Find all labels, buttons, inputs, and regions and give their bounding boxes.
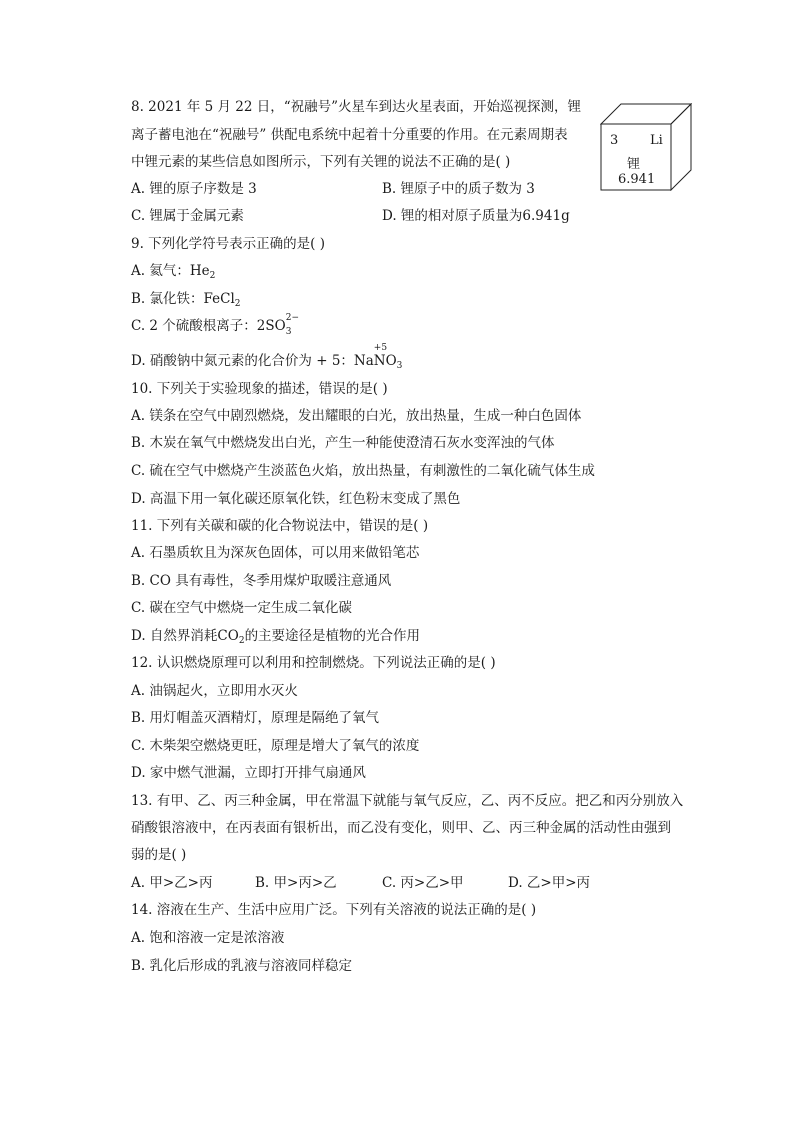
q13-stem-line1: 13. 有甲、乙、丙三种金属，甲在常温下就能与氧气反应，乙、丙不反应。把乙和丙分别放入 [131,793,684,809]
q12-option-b: B. 用灯帽盖灭酒精灯，原理是隔绝了氧气 [131,710,380,726]
q8-stem-line1: 8. 2021 年 5 月 22 日，“祝融号”火星车到达火星表面，开始巡视探测，锂 [131,99,582,115]
q11-option-b: B. CO 具有毒性，冬季用煤炉取暖注意通风 [131,573,392,589]
q10-option-b: B. 木炭在氧气中燃烧发出白光，产生一种能使澄清石灰水变浑浊的气体 [131,435,555,451]
q11-stem: 11. 下列有关碳和碳的化合物说法中，错误的是( ) [131,518,429,534]
q9-option-a-subscript: 2 [209,271,216,281]
q8-option-b: B. 锂原子中的质子数为 3 [382,181,535,197]
q12-stem: 12. 认识燃烧原理可以利用和控制燃烧。下列说法正确的是( ) [131,655,496,671]
element-name: 锂 [627,157,641,172]
q13-stem-line3: 弱的是( ) [131,847,187,863]
q11-option-c: C. 碳在空气中燃烧一定生成二氧化碳 [131,600,352,616]
q9-option-d-valence: +5 [373,343,388,353]
q8-option-d: D. 锂的相对原子质量为6.941g [382,208,570,224]
q9-option-c-text: C. 2 个硫酸根离子：2SO [131,318,286,334]
q12-option-a: A. 油锅起火，立即用水灭火 [131,683,298,699]
q11-option-d [131,627,420,650]
q9-option-a-text: A. 氦气：He [131,263,210,279]
q13-option-b: B. 甲>丙>乙 [255,875,337,891]
q10-option-d: D. 高温下用一氧化碳还原氧化铁，红色粉末变成了黑色 [131,491,461,507]
q8-option-a: A. 锂的原子序数是 3 [131,181,257,197]
q9-option-c-charge: 2− [285,313,299,323]
q12-option-d: D. 家中燃气泄漏，立即打开排气扇通风 [131,765,366,781]
q10-stem: 10. 下列关于实验现象的描述，错误的是( ) [131,381,388,397]
q11-option-a: A. 石墨质软且为深灰色固体，可以用来做铅笔芯 [131,545,420,561]
q9-stem: 9. 下列化学符号表示正确的是( ) [131,236,325,252]
q9-option-b-text: B. 氯化铁：FeCl [131,291,235,307]
q9-option-c-ion [285,313,300,337]
q9-option-c-subscript: 3 [285,327,292,337]
q9-option-d-subscript: 3 [396,361,403,371]
element-symbol: Li [650,133,663,148]
q11-option-d-text-pre: D. 自然界消耗CO [131,628,239,644]
q8-stem-line3: 中锂元素的某些信息如图所示，下列有关锂的说法不正确的是( ) [131,154,511,170]
q10-option-c: C. 硫在空气中燃烧产生淡蓝色火焰，放出热量，有刺激性的二氧化硫气体生成 [131,463,595,479]
q13-option-d: D. 乙>甲>丙 [508,875,591,891]
q9-option-d [131,343,403,375]
q9-option-b [131,290,241,313]
q13-option-c: C. 丙>乙>甲 [382,875,464,891]
q9-option-a [131,262,215,285]
q14-stem: 14. 溶液在生产、生活中应用广泛。下列有关溶液的说法正确的是( ) [131,902,537,918]
q11-option-d-subscript: 2 [238,636,245,646]
q13-option-a: A. 甲>乙>丙 [131,875,213,891]
q14-option-a: A. 饱和溶液一定是浓溶液 [131,930,285,946]
q11-option-d-text-post: 的主要途径是植物的光合作用 [244,628,421,644]
q14-option-b: B. 乳化后形成的乳液与溶液同样稳定 [131,958,353,974]
lithium-element-card [600,103,692,191]
q9-option-b-subscript: 2 [234,299,241,309]
q8-stem-line2: 离子蓄电池在“祝融号” 供配电系统中起着十分重要的作用。在元素周期表 [131,127,568,143]
q9-option-d-o-symbol: O [385,353,397,369]
q9-option-d-n-symbol: N [373,353,386,369]
element-atomic-mass: 6.941 [618,172,656,187]
q13-stem-line2: 硝酸银溶液中，在丙表面有银析出，而乙没有变化，则甲、乙、丙三种金属的活动性由强到 [131,820,671,836]
q12-option-c: C. 木柴架空燃烧更旺，原理是增大了氧气的浓度 [131,738,420,754]
element-atomic-number: 3 [610,133,619,148]
q9-option-d-nitrogen [373,343,388,370]
q10-option-a: A. 镁条在空气中剧烈燃烧，发出耀眼的白光，放出热量，生成一种白色固体 [131,408,582,424]
q8-option-c: C. 锂属于金属元素 [131,208,244,224]
q9-option-d-text: D. 硝酸钠中氮元素的化合价为 + 5：Na [131,353,374,369]
q9-option-c [131,313,300,337]
